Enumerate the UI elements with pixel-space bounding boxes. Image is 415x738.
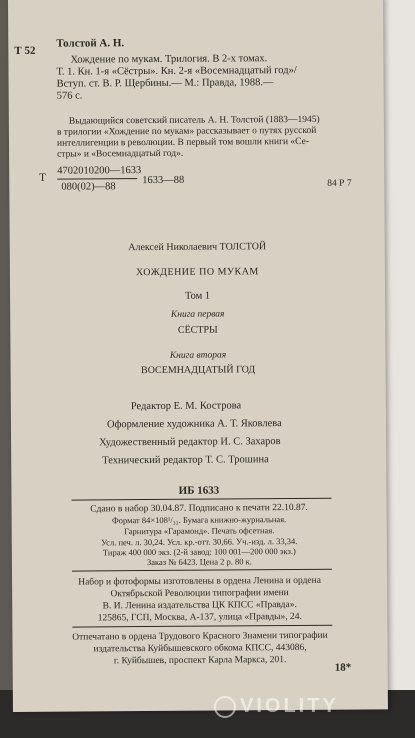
printing-line: Усл. печ. л. 30,24. Усл. кр.-отт. 30,66. Уч.-изд. л. 33,34. <box>101 535 298 548</box>
watermark: VIOLITY <box>240 695 339 717</box>
signature-mark: 18* <box>334 661 352 674</box>
formula-numerator: 4702010200—1633 <box>57 165 142 177</box>
formula-rule <box>57 178 137 180</box>
volume-label: Том 1 <box>184 290 211 302</box>
book1-label: Книга первая <box>170 309 225 320</box>
publisher-line: Октябрьской Революции типографии имени <box>110 588 289 600</box>
printer-line: г. Куйбышев, проспект Карла Маркса, 201. <box>113 655 287 667</box>
watermark-logo-icon <box>214 696 236 718</box>
printing-line: Гарнитура «Гарамонд». Печать офсетная. <box>124 525 275 537</box>
imprint-rule-middle <box>72 569 332 572</box>
catalog-code: Т 52 <box>14 44 36 57</box>
printing-line: Тираж 400 000 экз. (2-й завод: 100 001—200 000 экз.) <box>102 546 296 558</box>
catalog-line: 576 с. <box>56 90 83 102</box>
book-page <box>8 0 388 712</box>
printer-line: издательства Куйбышевского обкома КПСС, 443086, <box>93 642 307 655</box>
publisher-line: 125865, ГСП, Москва, А-137, улица «Правды», 24. <box>97 611 302 624</box>
printer-line: Отпечатано в ордена Трудового Красного Знамени типографии <box>72 630 328 643</box>
printing-line: Заказ № 6423. Цена 2 р. 80 к. <box>146 556 252 568</box>
catalog-line: Вступ. ст. В. Р. Щербины.— М.: Правда, 1988.— <box>56 77 274 90</box>
book1-title: СЁСТРЫ <box>177 324 218 336</box>
catalog-line: Хождение по мукам. Трилогия. В 2-х томах. <box>70 53 268 66</box>
publisher-line: Набор и фотоформы изготовлены в ордена Ленина и ордена <box>78 575 321 588</box>
catalog-author: Толстой А. Н. <box>56 37 125 50</box>
book2-title: ВОСЕМНАДЦАТЫЙ ГОД <box>140 364 256 377</box>
printing-line: Сдано в набор 30.04.87. Подписано к печати 22.10.87. <box>90 502 308 515</box>
bbk-index: 84 Р 7 <box>327 178 352 189</box>
formula-prefix: Т <box>39 171 47 184</box>
annotation-line: интеллигенции в революции. В первый том вошли книги «Се- <box>56 136 310 149</box>
imprint-rule-bottom <box>72 625 332 628</box>
imprint-rule-top <box>71 498 331 501</box>
book2-label: Книга вторая <box>169 350 227 361</box>
printing-line: Формат 84×108¹/₃₂. Бумага книжно-журнальная. <box>111 514 287 526</box>
annotation-line: в трилогии «Хождение по мукам» рассказывает о путях русской <box>56 125 317 138</box>
credit-line: Редактор Е. М. Кострова <box>130 400 242 413</box>
credit-line: Художественный редактор И. С. Захаров <box>99 436 281 449</box>
title-author: Алексей Николаевич ТОЛСТОЙ <box>128 241 267 254</box>
annotation-line: Выдающийся советский писатель А. Н. Толстой (1883—1945) <box>68 114 320 127</box>
title-main: ХОЖДЕНИЕ ПО МУКАМ <box>135 266 259 279</box>
credit-line: Технический редактор Т. С. Трошина <box>102 454 269 467</box>
catalog-line: Т. 1. Кн. 1-я «Сёстры». Кн. 2-я «Восемнадцатый год»/ <box>56 64 297 78</box>
publisher-line: В. И. Ленина издательства ЦК КПСС «Правда». <box>102 599 297 612</box>
formula-code: 1633—88 <box>142 174 185 187</box>
credit-line: Оформление художника А. Т. Яковлева <box>106 418 282 431</box>
annotation-line: стры» и «Восемнадцатый год». <box>57 148 184 160</box>
formula-denominator: 080(02)—88 <box>61 181 116 193</box>
ib-number: ИБ 1633 <box>178 484 220 497</box>
